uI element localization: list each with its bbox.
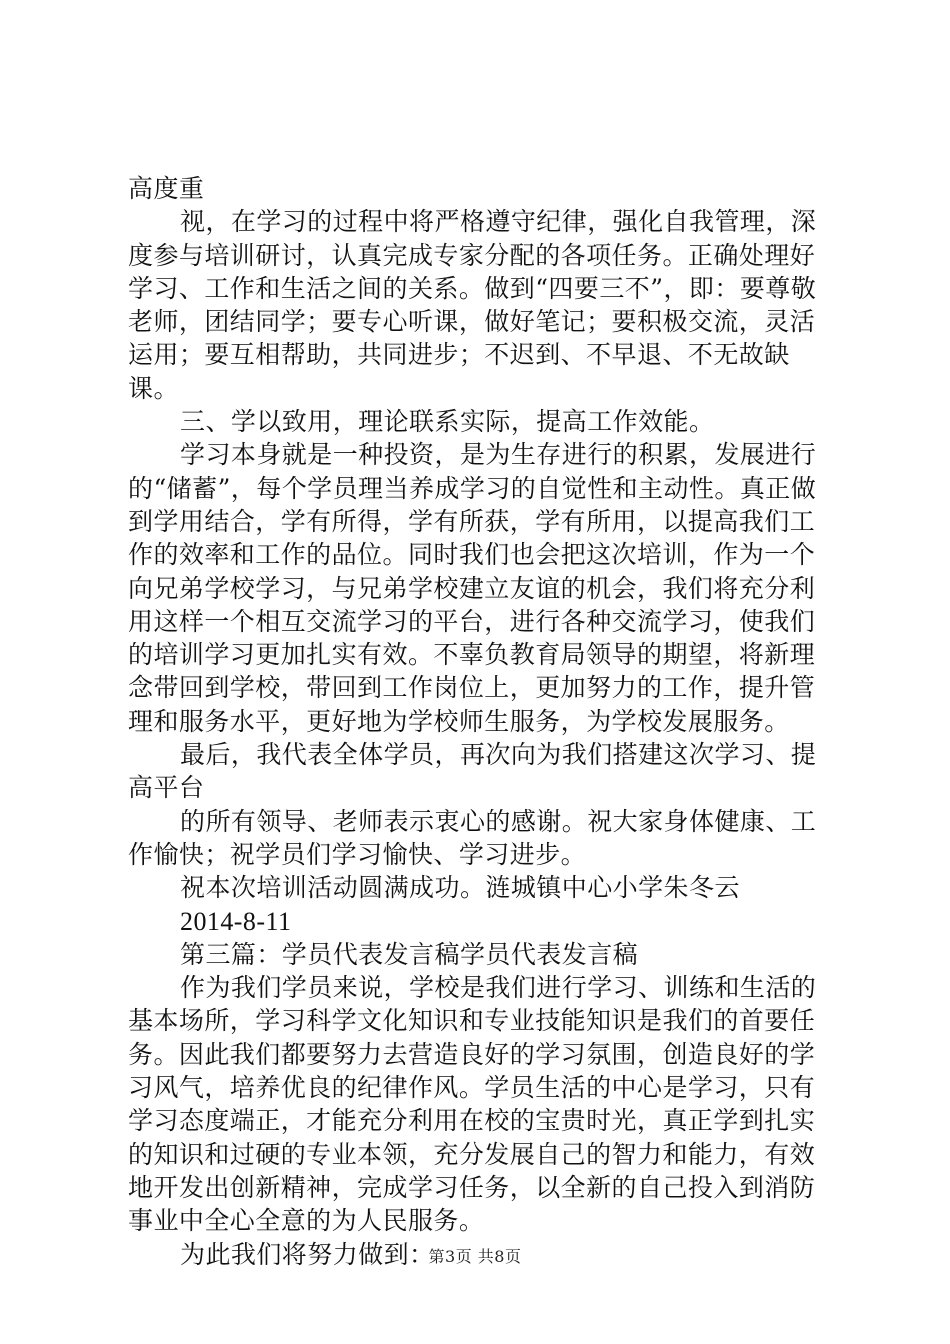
paragraph: 最后，我代表全体学员，再次向为我们搭建这次学习、提高平台	[128, 740, 817, 803]
paragraph: 视，在学习的过程中将严格遵守纪律，强化自我管理，深度参与培训研讨，认真完成专家分配的各项任务。正确处理好学习、工作和生活之间的关系。做到“四要三不”，即：要尊敬老师，团结同学；要专心听课，做好笔记；要积极交流，灵活运用；要互相帮助，共同进步；不迟到、不早退、不无故缺课。	[128, 207, 817, 403]
paragraph: 的所有领导、老师表示衷心的感谢。祝大家身体健康、工作愉快；祝学员们学习愉快、学习进步。	[128, 806, 817, 869]
paragraph: 为此我们将努力做到：	[180, 1239, 435, 1269]
document-body	[128, 172, 838, 1271]
paragraph: 作为我们学员来说，学校是我们进行学习、训练和生活的基本场所，学习科学文化知识和专业技能知识是我们的首要任务。因此我们都要努力去营造良好的学习氛围，创造良好的学习风气，培养优良的纪律作风。学员生活的中心是学习，只有学习态度端正，才能充分利用在校的宝贵时光，真正学到扎实的知识和过硬的专业本领，充分发展自己的智力和能力，有效地开发出创新精神，完成学习任务，以全新的自己投入到消防事业中全心全意的为人民服务。	[128, 973, 817, 1236]
section-heading: 三、学以致用，理论联系实际，提高工作效能。	[180, 407, 715, 437]
paragraph: 高度重	[128, 174, 205, 203]
date-line: 2014-8-11	[180, 906, 292, 936]
paragraph: 学习本身就是一种投资，是为生存进行的积累，发展进行的“储蓄”，每个学员理当养成学习的自觉性和主动性。真正做到学用结合，学有所得，学有所获，学有所用，以提高我们工作的效率和工作的品位。同时我们也会把这次培训，作为一个向兄弟学校学习，与兄弟学校建立友谊的机会，我们将充分利用这样一个相互交流学习的平台，进行各种交流学习，使我们的培训学习更加扎实有效。不辜负教育局领导的期望，将新理念带回到学校，带回到工作岗位上，更加努力的工作，提升管理和服务水平，更好地为学校师生服务，为学校发展服务。	[128, 440, 817, 736]
section-title: 第三篇：学员代表发言稿学员代表发言稿	[180, 939, 639, 969]
signature-line: 祝本次培训活动圆满成功。涟城镇中心小学朱冬云	[180, 873, 740, 903]
page-footer: 第3页 共8页	[428, 1247, 522, 1266]
